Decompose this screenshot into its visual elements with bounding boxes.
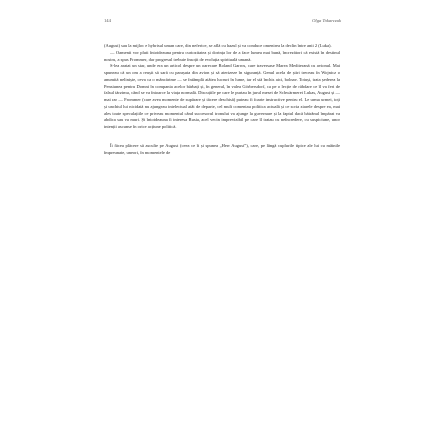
page-number: 144 xyxy=(104,18,111,23)
paragraph: — Oamenii vor pluti întotdeauna pentru curiozitatea și dorința lor de a face lumea mai bună, încrezători că există în destinul nostru, a spus Frommer, dar progresul trebuie însoțit de evoluția spirituală umană. xyxy=(104,49,340,62)
paragraph: (August) sau la mijloc e hybrisul uman care, din neferice, se află cu hazul și va conduce omenirea la declin între anii 2 (Luka). xyxy=(104,43,332,48)
paragraph: Îi făcea plăcere să asculte pe August (ceea ce îi și spunea „Herr August”), care, pe lângă cuplurile tipice ale lui cu mâinile împreunate, uneori, în momentele de xyxy=(104,142,340,155)
paragraph: S-lea aratat un star, unde era un articol despre un oarecare Roland Garros, care traversase Marea Mediterană cu avionul. Mai spuneau că un om a reușit să sară cu parașuta din avion și să aterizeze în siguranță. Genul acela de știri treceau în Wojnicz o anumită neliniște, ceva ca o mâncărime — se întâmplă atâtea lucruri în lume, iar el stă închis aici, bolnav. Totuși, trata șederea la Pensiunea pentru Domni în compania acelor bărbați și, în general, în valea Görbersdorf, ca pe o lecție de răbdare ce îl va feri de falsul tărzimu, când se va întoarce la viața normală. Discuțiile pe care le purtau în jurul mesei de Schwärmerei Lukas, August și — mai rar — Frommer (care avea momente de supărare și tăcere deschisă) puteau fi foarte instructive pentru el. Le urma urmei, toți și unchiul lui nicidată nu ajungeau intelectual atât de departe, cel mult comentau politica actuală și ce scria ziarele despre ea, mai ales toate speculațiile ce priveau momentul când succesorul tronului va ajunge la guvernare și la faptul dacă bătrânul împărat va abdica sau va muri. Și întotdeauna îi interesa Rusia, acel vecin imprevizibil pe care îl tratau cu neîncredere, cu suspiciune, unor intenții ascunse în orice acțiune politică. xyxy=(104,63,340,129)
page-header xyxy=(104,18,341,23)
running-title: Olga Tokarczuk xyxy=(312,18,341,23)
body-text xyxy=(104,43,340,156)
